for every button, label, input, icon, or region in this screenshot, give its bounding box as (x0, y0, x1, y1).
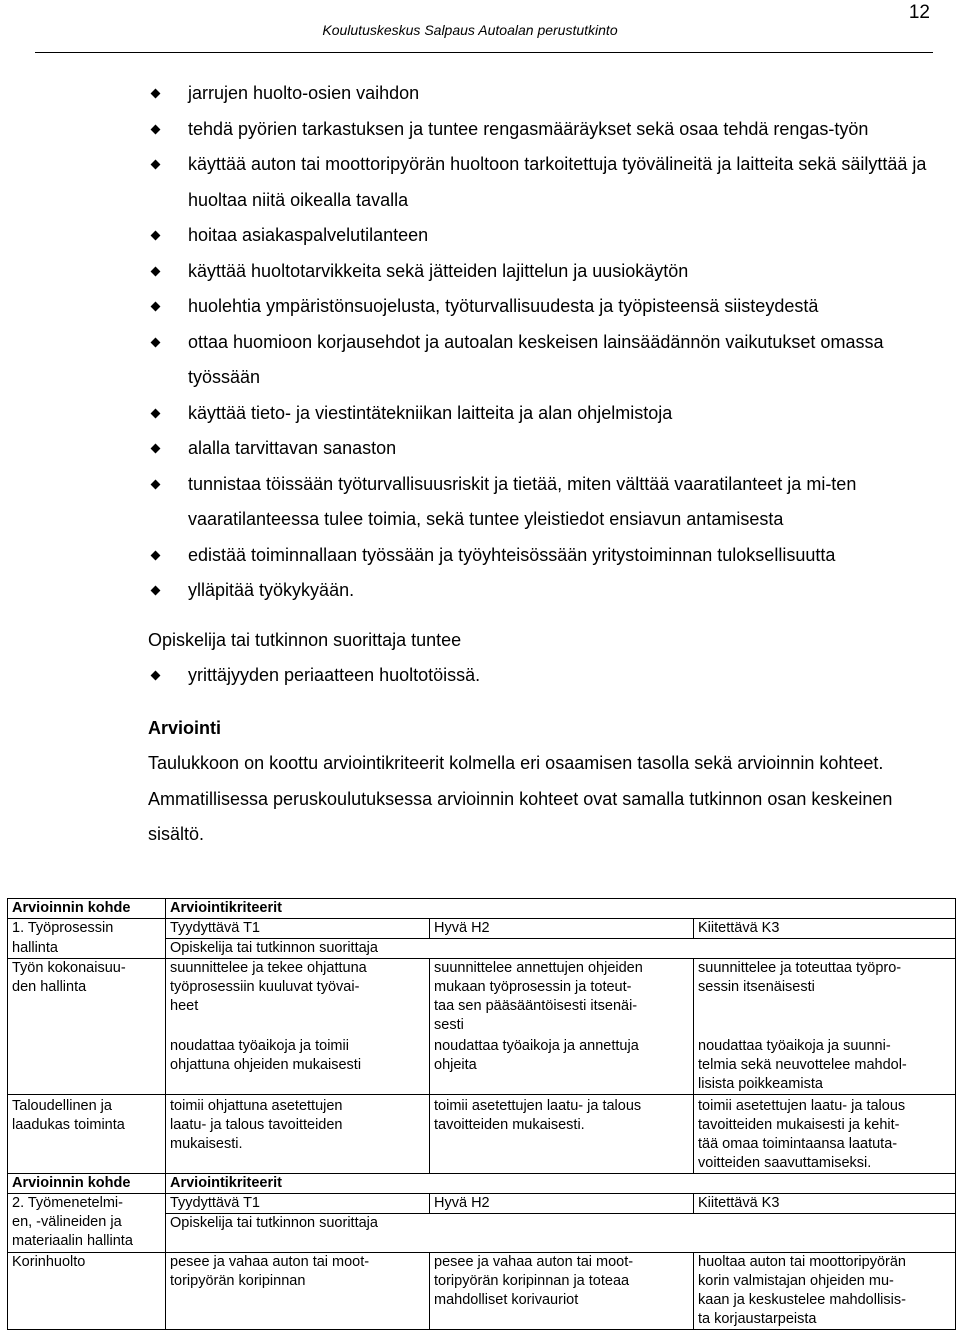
criteria-cell (430, 1253, 694, 1330)
cell-line: toripyörän koripinnan (170, 1273, 306, 1289)
list-item (148, 289, 938, 325)
list-item-text: yrittäjyyden periaatteen huoltotöissä. (188, 665, 481, 685)
list-item-text: ylläpitää työkykyään. (188, 580, 355, 600)
level-h2: Hyvä H2 (430, 919, 694, 939)
cell-line: ohjattuna ohjeiden mukaisesti (170, 1057, 362, 1073)
col-target-header: Arvioinnin kohde (8, 899, 166, 919)
assessment-criteria-table (7, 898, 956, 1330)
running-title: Koulutuskeskus Salpaus Autoalan perustutkinto (322, 22, 618, 38)
cell-line: mukaisesti. (170, 1136, 243, 1152)
diamond-bullet-icon (151, 586, 161, 596)
header-rule (35, 52, 933, 53)
list-item-text: jarrujen huolto-osien vaihdon (188, 83, 420, 103)
diamond-bullet-icon (151, 550, 161, 560)
list-item-text: käyttää auton tai moottoripyörän huoltoon tarkoitettuja työvälineitä ja laitteita sekä säilyttää ja huoltaa niitä oikealla tavalla (188, 154, 927, 210)
target-cell (8, 959, 166, 1095)
table-row (8, 959, 956, 1036)
level-k3: Kiitettävä K3 (694, 919, 956, 939)
cell-line: tavoitteiden mukaisesti ja kehit- (698, 1117, 900, 1133)
diamond-bullet-icon (151, 89, 161, 99)
section-title: hallinta (8, 939, 166, 959)
col-criteria-header: Arviointikriteerit (166, 1174, 956, 1194)
list-item-text: käyttää huoltotarvikkeita sekä jätteiden lajittelun ja uusiokäytön (188, 260, 689, 281)
criteria-cell (166, 1095, 430, 1174)
cell-line: korin valmistajan ohjeiden mu- (698, 1273, 894, 1289)
assessment-text: Taulukkoon on koottu arviointikriteerit kolmella eri osaamisen tasolla sekä arvioinnin kohteet. Ammatillisessa peruskoulutuksessa arvioinnin kohteet ovat samalla tutkinnon osan keskeinen sisältö. (148, 753, 893, 844)
cell-line: noudattaa työaikoja ja suunni- (698, 1038, 891, 1054)
cell-line: toimii ohjattuna asetettujen (170, 1098, 343, 1114)
list-item (148, 76, 938, 112)
cell-line: lisista poikkeamista (698, 1076, 823, 1092)
cell-line: materiaalin hallinta (12, 1233, 133, 1249)
cell-line: laadukas toiminta (12, 1117, 125, 1133)
cell-line: työprosessiin kuuluvat työvai- (170, 979, 360, 995)
criteria-cell (430, 1095, 694, 1174)
list-item (148, 467, 938, 538)
list-item-text: ottaa huomioon korjausehdot ja autoalan keskeisen lainsäädännön vaikutukset omassa työssään (188, 331, 884, 387)
list-item-text: tunnistaa töissään työturvallisuusriskit ja tietää, miten välttää vaaratilanteet ja mi-ten vaaratilanteessa tulee toimia, sekä tuntee yleistiedot ensiavun antamisesta (188, 473, 857, 529)
diamond-bullet-icon (151, 266, 161, 276)
diamond-bullet-icon (151, 408, 161, 418)
list-item (148, 538, 938, 574)
diamond-bullet-icon (151, 124, 161, 134)
list-item-text: hoitaa asiakaspalvelutilanteen (188, 225, 429, 245)
cell-line: ohjeita (434, 1057, 477, 1073)
table-row (8, 939, 956, 959)
cell-line: voitteiden saavuttamiseksi. (698, 1155, 872, 1171)
list-item-text: alalla tarvittavan sanaston (188, 438, 397, 458)
cell-line: noudattaa työaikoja ja toimii (170, 1038, 349, 1054)
list-item (148, 147, 938, 218)
list-item (148, 218, 938, 254)
cell-line: laatu- ja talous tavoitteiden (170, 1117, 343, 1133)
table-row (8, 1095, 956, 1174)
cell-line: noudattaa työaikoja ja annettuja (434, 1038, 639, 1054)
table-header-row (8, 1174, 956, 1194)
cell-line: toimii asetettujen laatu- ja talous (698, 1098, 906, 1114)
section-title: 1. Työprosessin (8, 919, 166, 939)
diamond-bullet-icon (151, 479, 161, 489)
table-row (8, 1194, 956, 1214)
criteria-cell (430, 959, 694, 1036)
cell-line: pesee ja vahaa auton tai moot- (170, 1254, 370, 1270)
cell-line: Korinhuolto (12, 1254, 86, 1270)
cell-line: ta korjaustarpeista (698, 1311, 817, 1327)
list-item (148, 254, 938, 290)
cell-line: tavoitteiden mukaisesti. (434, 1117, 585, 1133)
competence-list (148, 76, 938, 609)
cell-line: huoltaa auton tai moottoripyörän (698, 1254, 906, 1270)
criteria-cell (694, 959, 956, 1036)
cell-line: sessin itsenäisesti (698, 979, 815, 995)
cell-line: telmia sekä neuvottelee mahdol- (698, 1057, 907, 1073)
cell-line: den hallinta (12, 979, 87, 995)
cell-line: kaan ja keskustelee mahdollisis- (698, 1292, 906, 1308)
cell-line: Työn kokonaisuu- (12, 960, 126, 976)
table-row (8, 919, 956, 939)
level-t1: Tyydyttävä T1 (166, 1194, 430, 1214)
criteria-cell (166, 1035, 430, 1095)
list-item-text: edistää toiminnallaan työssään ja työyhteisössään yritystoiminnan tuloksellisuutta (188, 544, 836, 565)
level-h2: Hyvä H2 (430, 1194, 694, 1214)
cell-line: suunnittelee ja tekee ohjattuna (170, 960, 367, 976)
criteria-cell (694, 1035, 956, 1095)
cell-line: toimii asetettujen laatu- ja talous (434, 1098, 642, 1114)
cell-line: toripyörän koripinnan ja toteaa (434, 1273, 630, 1289)
diamond-bullet-icon (151, 302, 161, 312)
criteria-cell (694, 1253, 956, 1330)
list-item (148, 431, 938, 467)
criteria-cell (166, 959, 430, 1036)
intro-entrepreneurship: Opiskelija tai tutkinnon suorittaja tuntee (148, 629, 462, 650)
table-header-row (8, 899, 956, 919)
list-item-text: tehdä pyörien tarkastuksen ja tuntee rengasmääräykset sekä osaa tehdä rengas-työn (188, 118, 869, 139)
main-content (148, 76, 938, 853)
cell-line: mukaan työprosessin ja toteut- (434, 979, 632, 995)
list-item (148, 112, 938, 148)
criteria-cell (166, 1253, 430, 1330)
cell-line: pesee ja vahaa auton tai moot- (434, 1254, 634, 1270)
cell-line: en, -välineiden ja (12, 1214, 122, 1230)
cell-line: 2. Työmenetelmi- (12, 1195, 123, 1211)
entrepreneurship-list (148, 658, 938, 694)
cell-line: Taloudellinen ja (12, 1098, 112, 1114)
student-line: Opiskelija tai tutkinnon suorittaja (166, 1214, 956, 1253)
page-number: 12 (908, 2, 930, 23)
cell-line: suunnittelee annettujen ohjeiden (434, 960, 643, 976)
col-target-header: Arvioinnin kohde (8, 1174, 166, 1194)
cell-line: heet (170, 998, 199, 1014)
cell-line: tää omaa toimintaansa laatuta- (698, 1136, 898, 1152)
list-item (148, 573, 938, 609)
cell-line: sesti (434, 1017, 464, 1033)
list-item-text: käyttää tieto- ja viestintätekniikan laitteita ja alan ohjelmistoja (188, 402, 673, 423)
col-criteria-header: Arviointikriteerit (166, 899, 956, 919)
diamond-bullet-icon (151, 671, 161, 681)
cell-line: suunnittelee ja toteuttaa työpro- (698, 960, 902, 976)
list-item-text: huolehtia ympäristönsuojelusta, työturvallisuudesta ja työpisteensä siisteydestä (188, 296, 819, 316)
criteria-cell (430, 1035, 694, 1095)
list-item (148, 325, 938, 396)
diamond-bullet-icon (151, 160, 161, 170)
level-k3: Kiitettävä K3 (694, 1194, 956, 1214)
cell-line: taa sen pääsääntöisesti itsenäi- (434, 998, 638, 1014)
cell-line: mahdolliset korivauriot (434, 1292, 579, 1308)
target-cell (8, 1095, 166, 1174)
table-row (8, 1253, 956, 1330)
diamond-bullet-icon (151, 337, 161, 347)
student-line: Opiskelija tai tutkinnon suorittaja (166, 939, 956, 959)
level-t1: Tyydyttävä T1 (166, 919, 430, 939)
list-item (148, 658, 938, 694)
section-title (8, 1194, 166, 1253)
assessment-heading: Arviointi (148, 717, 222, 738)
criteria-cell (694, 1095, 956, 1174)
list-item (148, 396, 938, 432)
target-cell (8, 1253, 166, 1330)
diamond-bullet-icon (151, 231, 161, 241)
diamond-bullet-icon (151, 444, 161, 454)
